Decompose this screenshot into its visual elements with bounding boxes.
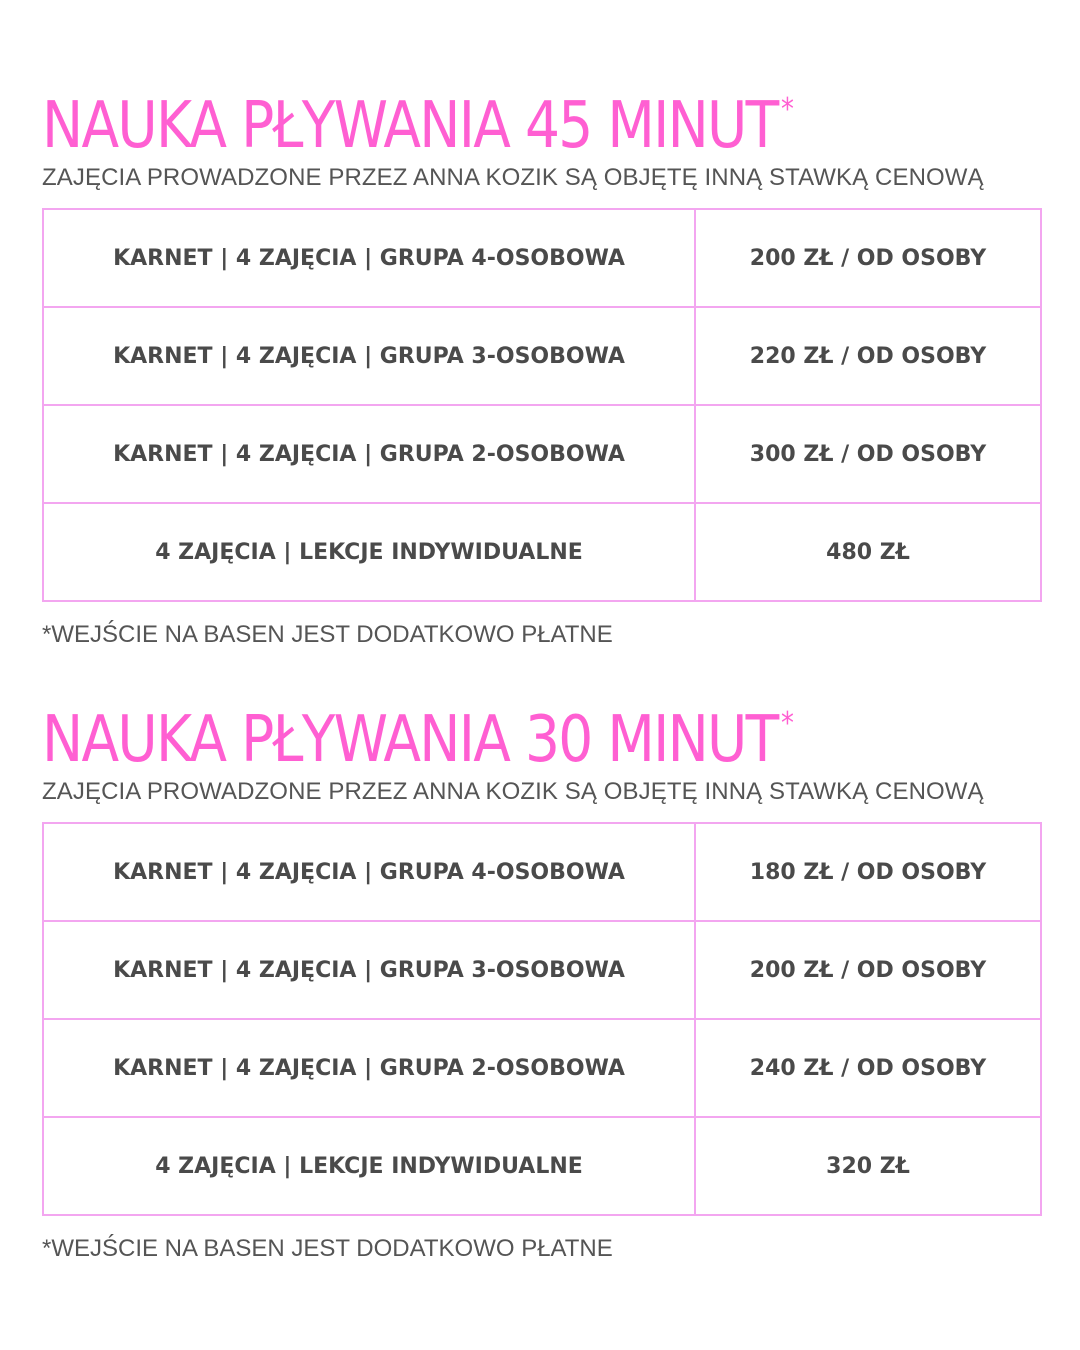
row-price: 320 ZŁ: [695, 1117, 1041, 1215]
table-row: [43, 1019, 1041, 1117]
row-price: 240 ZŁ / OD OSOBY: [695, 1019, 1041, 1117]
table-row: [43, 823, 1041, 921]
section-title: [42, 70, 899, 163]
row-description: KARNET | 4 ZAJĘCIA | GRUPA 4-OSOBOWA: [43, 823, 695, 921]
section-title-text: NAUKA PŁYWANIA 30 MINUT: [42, 703, 778, 777]
row-price: 200 ZŁ / OD OSOBY: [695, 921, 1041, 1019]
row-description: 4 ZAJĘCIA | LEKCJE INDYWIDUALNE: [43, 503, 695, 601]
row-description: KARNET | 4 ZAJĘCIA | GRUPA 3-OSOBOWA: [43, 307, 695, 405]
table-row: [43, 921, 1041, 1019]
row-price: 480 ZŁ: [695, 503, 1041, 601]
table-row: [43, 307, 1041, 405]
pricing-section-45: [42, 70, 1038, 652]
table-row: [43, 1117, 1041, 1215]
table-row: [43, 405, 1041, 503]
pricing-section-30: [42, 684, 1038, 1266]
row-price: 200 ZŁ / OD OSOBY: [695, 209, 1041, 307]
asterisk-icon: *: [780, 706, 793, 741]
footnote: *WEJŚCIE NA BASEN JEST DODATKOWO PŁATNE: [42, 1235, 613, 1262]
footnote: *WEJŚCIE NA BASEN JEST DODATKOWO PŁATNE: [42, 621, 613, 648]
row-description: KARNET | 4 ZAJĘCIA | GRUPA 2-OSOBOWA: [43, 1019, 695, 1117]
row-price: 300 ZŁ / OD OSOBY: [695, 405, 1041, 503]
row-description: KARNET | 4 ZAJĘCIA | GRUPA 4-OSOBOWA: [43, 209, 695, 307]
row-price: 180 ZŁ / OD OSOBY: [695, 823, 1041, 921]
table-row: [43, 209, 1041, 307]
table-row: [43, 503, 1041, 601]
section-subtitle: ZAJĘCIA PROWADZONE PRZEZ ANNA KOZIK SĄ OBJĘTĘ INNĄ STAWKĄ CENOWĄ: [42, 164, 984, 191]
row-description: KARNET | 4 ZAJĘCIA | GRUPA 3-OSOBOWA: [43, 921, 695, 1019]
price-table: [42, 822, 1042, 1216]
section-subtitle: ZAJĘCIA PROWADZONE PRZEZ ANNA KOZIK SĄ OBJĘTĘ INNĄ STAWKĄ CENOWĄ: [42, 778, 984, 805]
section-title-text: NAUKA PŁYWANIA 45 MINUT: [42, 89, 778, 163]
row-price: 220 ZŁ / OD OSOBY: [695, 307, 1041, 405]
asterisk-icon: *: [780, 92, 793, 127]
row-description: KARNET | 4 ZAJĘCIA | GRUPA 2-OSOBOWA: [43, 405, 695, 503]
price-table: [42, 208, 1042, 602]
section-title: [42, 684, 899, 777]
row-description: 4 ZAJĘCIA | LEKCJE INDYWIDUALNE: [43, 1117, 695, 1215]
